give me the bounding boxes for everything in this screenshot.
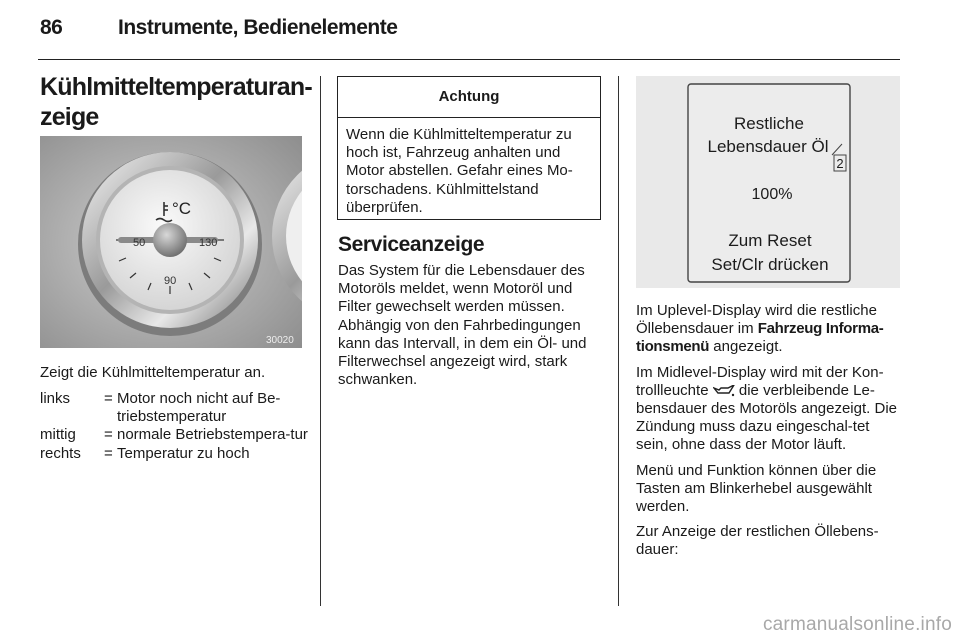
definition-term: links [40,390,71,407]
page-number: 86 [40,16,63,39]
text-run: die verbleibende Le-bensdauer des Motoröls angezeigt. Die Zündung muss dazu eingeschal-tet sein, ohne dass der Motor läuft. [636,381,897,454]
text-run: angezeigt. [709,338,783,356]
oil-can-icon [713,384,735,396]
gauge-label-130: 130 [199,237,218,249]
definition-description: Temperatur zu hoch [117,444,250,462]
gauge-unit-label: °C [172,199,192,218]
caution-title: Achtung [338,77,600,118]
oil-life-display-figure [636,76,900,288]
display-line-restliche: Restliche [734,114,804,133]
display-line-lebensdauer: Lebensdauer Öl [707,137,829,156]
definition-equals: = [104,444,113,462]
chapter-title: Instrumente, Bedienelemente [118,16,398,39]
gauge-label-90: 90 [164,275,177,287]
definition-row [40,390,308,426]
caution-box [337,76,601,220]
text-run: Im Uplevel-Display wird die restliche Öllebensdauer im [636,302,877,338]
heading-line: zeige [40,103,99,131]
coolant-gauge-figure [40,136,302,348]
definition-description: normale Betriebstempera-tur [117,426,308,444]
definition-term: rechts [40,444,81,462]
gauge-hub [153,223,187,257]
display-line-zum-reset: Zum Reset [728,231,812,250]
paragraph-midlevel [636,364,904,455]
service-section-heading: Serviceanzeige [338,233,485,256]
paragraph-display-remaining: Zur Anzeige der restlichen Öllebens-dauer: [636,523,879,559]
watermark: carmanualsonline.info [762,614,952,635]
column-divider [618,76,619,606]
column-divider [320,76,321,606]
definition-equals: = [104,390,113,407]
display-percent: 100% [751,186,793,203]
coolant-intro-text: Zeigt die Kühlmitteltemperatur an. [40,364,266,381]
definition-term: mittig [40,426,76,444]
service-text: Das System für die Lebensdauer des Motoröls meldet, wenn Motoröl und Filter gewechselt werden müssen. Abhängig von den Fahrbedingungen kann das Intervall, in dem ein Öl- und Filterwechsel angezeigt wird, stark schwanken. [338,262,587,389]
display-line-set-clr: Set/Clr drücken [711,255,829,274]
paragraph-uplevel [636,302,904,357]
caution-text: Wenn die Kühlmitteltemperatur zu hoch ist, Fahrzeug anhalten und Motor abstellen. Gefahr eines Mo-torschadens. Kühlmittelstand überprüfen. [346,126,573,216]
gauge-label-50: 50 [133,237,146,249]
definition-row [40,445,308,463]
figure-id: 30020 [266,335,294,346]
text-run: Im Midlevel-Display wird mit der Kon-trollleuchte [636,363,884,399]
definition-description: Motor noch nicht auf Be-triebstemperatur [117,390,281,426]
header-rule [38,59,900,60]
definition-row [40,426,308,444]
paragraph-menu: Menü und Funktion können über die Tasten am Blinkerhebel ausgewählt werden. [636,461,877,516]
definition-list [40,390,308,463]
oil-life-text [636,302,904,567]
heading-line: Kühlmitteltemperaturan- [40,73,312,101]
coolant-section-heading [40,72,310,132]
page-indicator: 2 [836,156,844,171]
definition-equals: = [104,426,113,444]
menu-name: Fahrzeug Informa-tionsmenü [636,320,884,356]
